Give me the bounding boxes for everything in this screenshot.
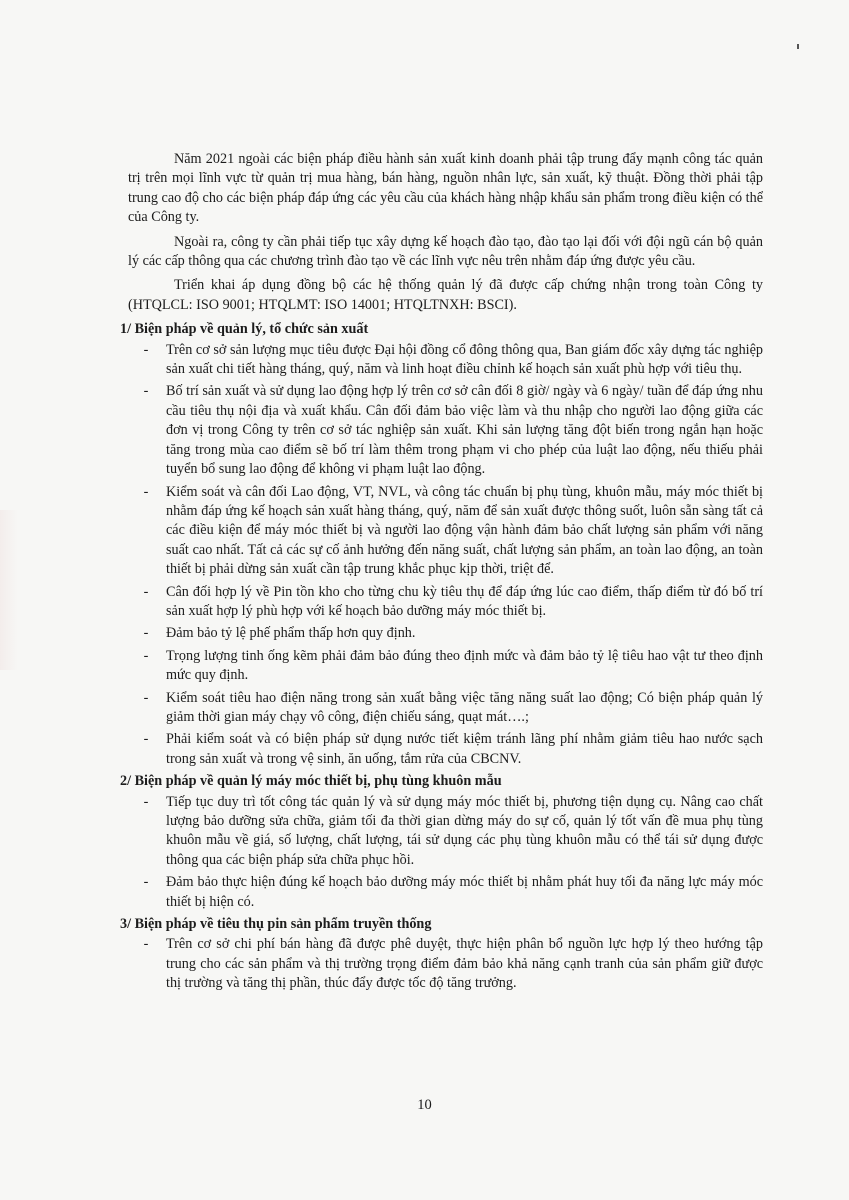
list-item-text: Kiểm soát tiêu hao điện năng trong sản xuất bằng việc tăng năng suất lao động; Có biện pháp quản lý giảm thời gian máy chạy vô công, điện chiếu sáng, quạt mát….; [166,689,763,725]
dash-icon: - [143,689,149,706]
list-item-text: Trên cơ sở chi phí bán hàng đã được phê duyệt, thực hiện phân bổ nguồn lực hợp lý theo hướng tập trung cho các sản phẩm và thị trường trọng điểm đảm bảo khả năng cạnh tranh của sản phẩm giữ được thị trường và tăng thị phần, thúc đẩy được tốc độ tăng trưởng. [166,936,763,992]
dash-icon: - [143,383,149,400]
list-item [128,341,763,380]
list-item-text: Cân đối hợp lý về Pin tồn kho cho từng chu kỳ tiêu thụ để đáp ứng lúc cao điểm, thấp điểm từ đó bố trí sản xuất hợp lý phù hợp với kế hoạch bảo dưỡng máy móc thiết bị. [166,583,763,619]
list-item [128,624,763,643]
list-item [128,382,763,479]
list-item [128,689,763,728]
paragraph: Năm 2021 ngoài các biện pháp điều hành sản xuất kinh doanh phải tập trung đẩy mạnh công tác quản trị trên mọi lĩnh vực từ quản trị mua hàng, bán hàng, nguồn nhân lực, sản xuất, kỹ thuật. Đồng thời phải tập trung cao độ cho các biện pháp đáp ứng các yêu cầu của khách hàng nhập khẩu sản phẩm trong điều kiện có thể của Công ty. [128,151,763,226]
list-item-text: Kiểm soát và cân đối Lao động, VT, NVL, và công tác chuẩn bị phụ tùng, khuôn mẫu, máy móc thiết bị nhằm đáp ứng kế hoạch sản xuất hàng tháng, quý, năm để sản xuất được thông suốt, luôn sẵn sàng tất cả các điều kiện để máy móc thiết bị và người lao động vận hành đảm bảo chất lượng sản phẩm với năng suất cao nhất. Tất cả các sự cố ảnh hưởng đến năng suất, chất lượng sản phẩm, an toàn lao động, an toàn thiết bị phải dừng sản xuất cần tập trung khắc phục kịp thời, triệt để. [166,483,763,578]
list-item [128,483,763,580]
page-number: 10 [417,1097,432,1113]
list-item [128,873,763,912]
list-item [128,935,763,993]
list-item-text: Trên cơ sở sản lượng mục tiêu được Đại hội đồng cổ đông thông qua, Ban giám đốc xây dựng tác nghiệp sản xuất chi tiết hàng tháng, quý, năm và linh hoạt điều chỉnh kế hoạch sản xuất phù hợp với tiêu thụ. [166,341,763,378]
dash-icon: - [143,936,149,953]
section-heading: 3/ Biện pháp về tiêu thụ pin sản phẩm truyền thống [120,916,432,933]
list-item [128,583,763,622]
list-item-text: Phải kiểm soát và có biện pháp sử dụng nước tiết kiệm tránh lãng phí nhằm giảm tiêu hao nước sạch trong sản xuất và trong vệ sinh, ăn uống, tắm rửa của CBCNV. [166,731,763,767]
paragraph: Ngoài ra, công ty cần phải tiếp tục xây dựng kế hoạch đào tạo, đào tạo lại đối với đội ngũ cán bộ quản lý các cấp thông qua các chương trình đào tạo về các lĩnh vực nêu trên nhằm đáp ứng được yêu cầu. [128,233,763,270]
scan-edge-stain [0,510,18,670]
page-body [120,150,763,997]
bullet-list [128,935,763,993]
section-heading: 1/ Biện pháp về quản lý, tổ chức sản xuất [120,321,369,338]
bullet-list [128,341,763,770]
list-item-text: Trọng lượng tinh ống kẽm phải đảm bảo đúng theo định mức và đảm bảo tỷ lệ tiêu hao vật tư theo định mức quy định. [166,647,763,684]
list-item-text: Bố trí sản xuất và sử dụng lao động hợp lý trên cơ sở cân đối 8 giờ/ ngày và 6 ngày/ tuần để đáp ứng nhu cầu tiêu thụ nội địa và xuất khẩu. Cân đối đảm bảo việc làm và thu nhập cho người lao động giữa các đơn vị trong Công ty trên cơ sở tác nghiệp sản xuất. Khi sản lượng tăng đột biến trong ngắn hạn hoặc tăng trong mùa cao điểm sẽ bố trí làm thêm trong phạm vi cho phép của luật lao động, nếu thiếu phải tuyển bổ sung lao động để không vi phạm luật lao động. [166,383,763,478]
dash-icon: - [143,583,149,600]
dash-icon: - [143,647,149,664]
dash-icon: - [143,625,149,642]
paragraph: Triển khai áp dụng đồng bộ các hệ thống quản lý đã được cấp chứng nhận trong toàn Công ty (HTQLCL: ISO 9001; HTQLMT: ISO 14001; HTQLTNXH: BSCI). [128,277,763,313]
list-item [128,647,763,686]
list-item-text: Tiếp tục duy trì tốt công tác quản lý và sử dụng máy móc thiết bị, phương tiện dụng cụ. Nâng cao chất lượng bảo dưỡng sửa chữa, giảm tối đa thời gian dừng máy do sự cố, quản lý tốt vấn đề mua phụ tùng khuôn mẫu về giá, số lượng, chất lượng, tái sử dụng các phụ tùng khuôn mẫu có thể tái sử dụng được thông qua các biện pháp sửa chữa phục hồi. [166,793,763,868]
dash-icon: - [143,874,149,891]
dash-icon: - [143,731,149,748]
bullet-list [128,793,763,912]
list-item [128,793,763,871]
list-item-text: Đảm bảo thực hiện đúng kế hoạch bảo dưỡng máy móc thiết bị nhằm phát huy tối đa năng lực máy móc thiết bị hiện có. [166,874,763,910]
list-item [128,730,763,769]
list-item-text: Đảm bảo tỷ lệ phế phẩm thấp hơn quy định. [166,625,416,642]
dash-icon: - [143,483,149,500]
dash-icon: - [143,793,149,810]
dash-icon: - [143,341,149,358]
section-heading: 2/ Biện pháp về quản lý máy móc thiết bị, phụ tùng khuôn mẫu [120,773,502,790]
scan-mark [797,44,799,49]
